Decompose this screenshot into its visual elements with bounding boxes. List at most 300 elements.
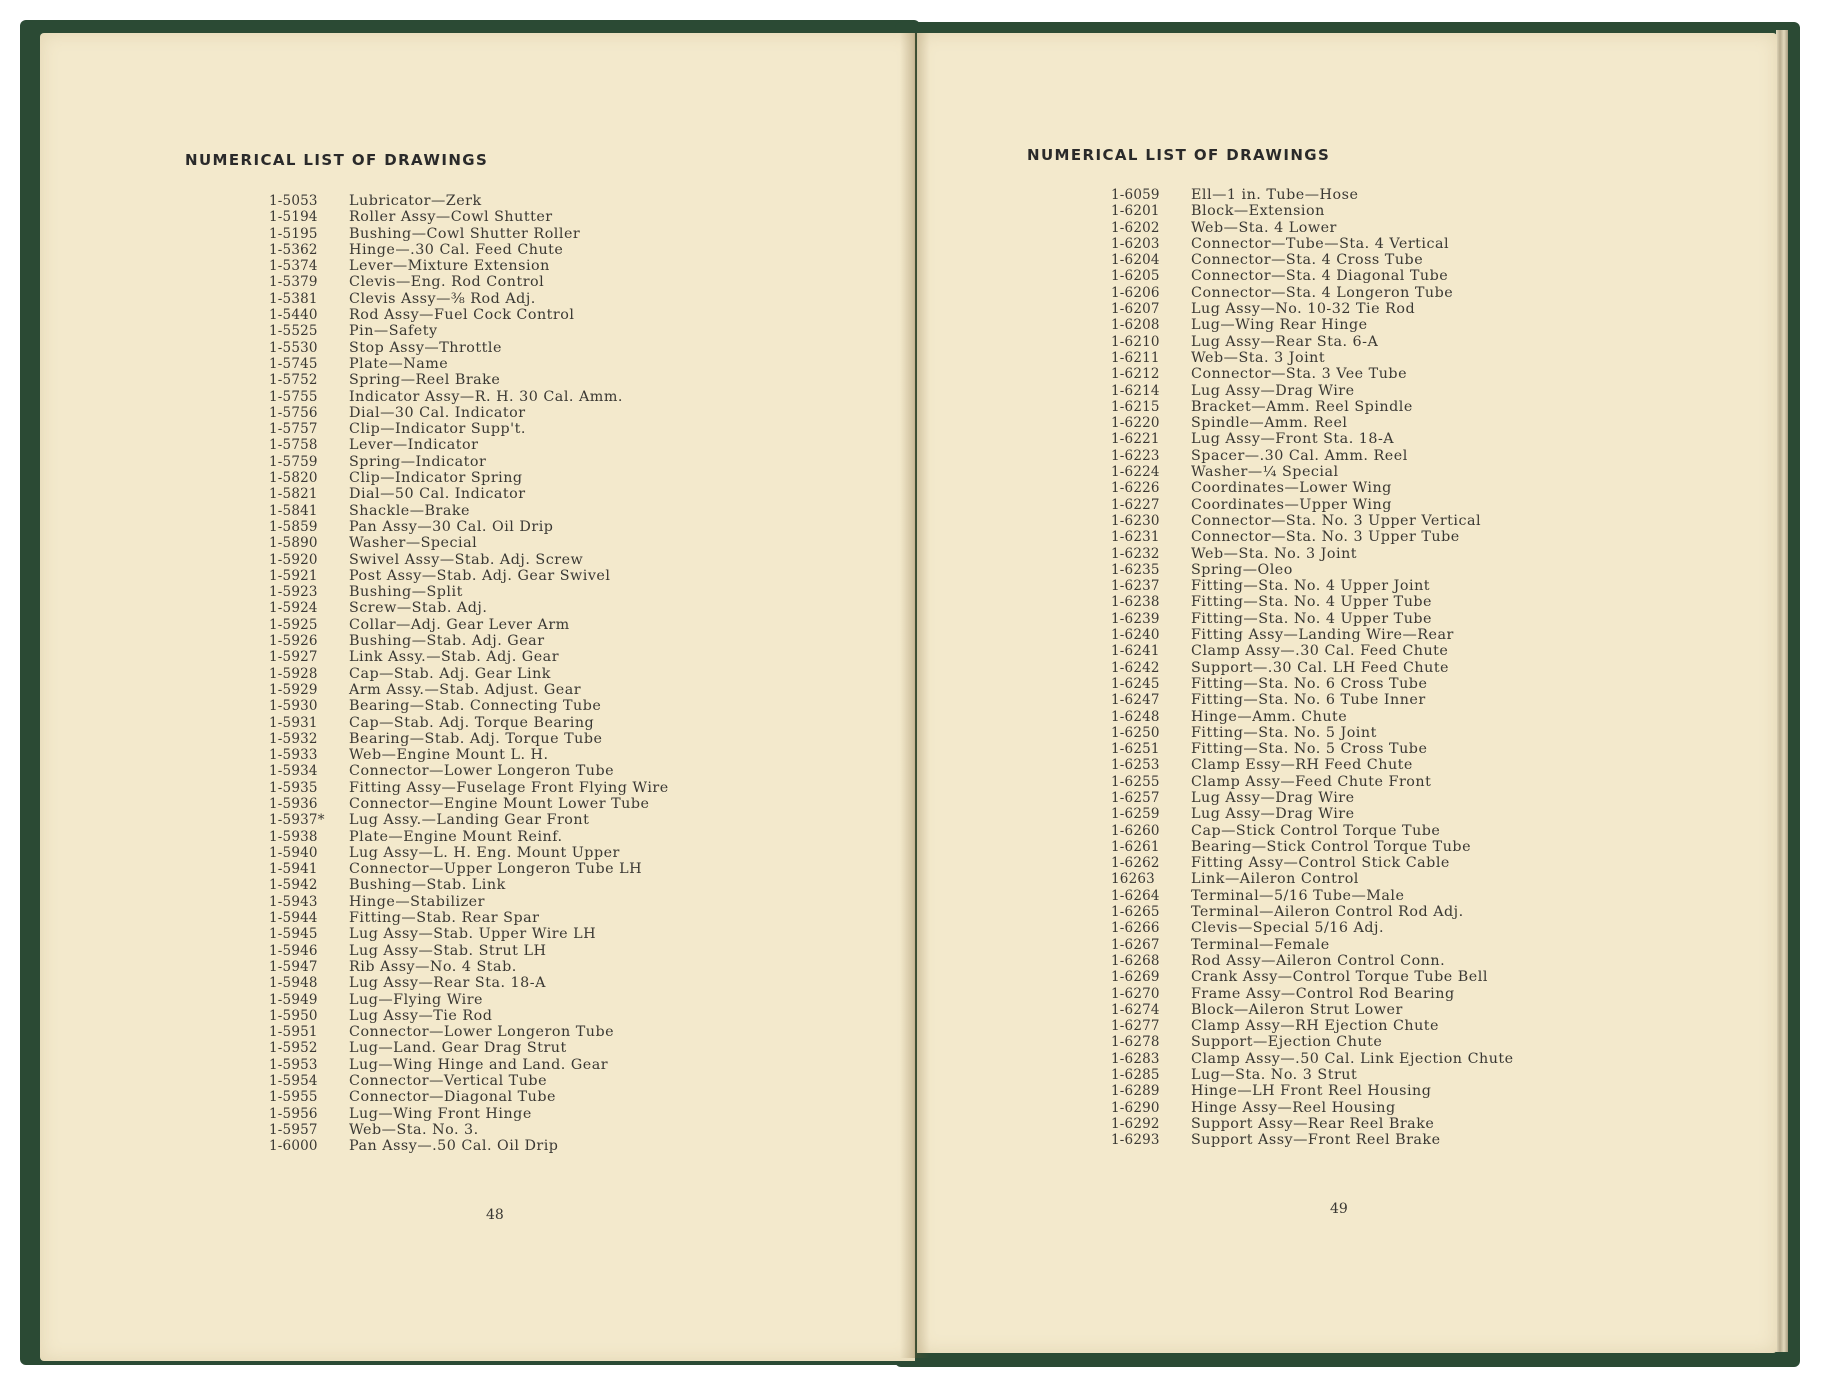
drawing-description: Lug Assy—Stab. Strut LH [349,942,547,959]
drawing-number: 1-5945 [269,926,318,943]
drawing-number: 1-6251 [1111,741,1160,758]
drawing-number: 1-5194 [269,209,318,226]
drawing-number: 1-5752 [269,372,318,389]
drawing-description: Coordinates—Upper Wing [1191,496,1392,513]
drawing-number: 1-5927 [269,649,318,666]
drawing-entry [1111,1083,1514,1099]
drawing-number: 1-5946 [269,942,318,959]
drawing-number: 1-5926 [269,633,318,650]
drawing-description: Clamp Assy—.30 Cal. Feed Chute [1191,643,1449,660]
drawing-entry [1111,252,1514,268]
page-edges-right [1776,30,1788,1352]
right-drawing-list [1111,187,1514,1149]
drawing-description: Shackle—Brake [349,502,471,519]
drawing-description: Screw—Stab. Adj. [349,600,488,617]
drawing-description: Lever—Indicator [349,437,479,454]
drawing-number: 1-5195 [269,225,318,242]
drawing-description: Connector—Engine Mount Lower Tube [349,795,650,812]
drawing-description: Hinge—Amm. Chute [1191,708,1348,725]
drawing-entry [269,633,669,649]
drawing-number: 1-6248 [1111,708,1160,725]
drawing-entry [269,193,669,209]
drawing-description: Clamp Assy—.50 Cal. Link Ejection Chute [1191,1050,1514,1067]
drawing-number: 1-5920 [269,551,318,568]
drawing-description: Spring—Oleo [1191,561,1293,578]
drawing-entry [269,747,669,763]
drawing-entry [1111,594,1514,610]
drawing-entry [1111,546,1514,562]
drawing-entry [269,258,669,274]
drawing-description: Clamp Assy—RH Ejection Chute [1191,1018,1440,1035]
drawing-entry [269,552,669,568]
drawing-description: Lug—Wing Hinge and Land. Gear [349,1056,609,1073]
drawing-number: 1-6210 [1111,333,1160,350]
drawing-description: Connector—Upper Longeron Tube LH [349,861,643,878]
drawing-description: Connector—Diagonal Tube [349,1089,556,1106]
drawing-number: 1-6208 [1111,317,1160,334]
book-gutter [900,33,930,1358]
drawing-number: 1-6240 [1111,627,1160,644]
drawing-number: 1-5859 [269,518,318,535]
drawing-number: 1-6203 [1111,235,1160,252]
drawing-number: 1-6269 [1111,969,1160,986]
drawing-entry [1111,578,1514,594]
drawing-number: 1-5933 [269,747,318,764]
drawing-number: 1-5929 [269,681,318,698]
drawing-entry [269,861,669,877]
drawing-description: Rib Assy—No. 4 Stab. [349,958,517,975]
drawing-number: 1-6289 [1111,1083,1160,1100]
drawing-number: 1-6201 [1111,203,1160,220]
drawing-entry [1111,823,1514,839]
drawing-description: Web—Sta. No. 3. [349,1121,479,1138]
drawing-number: 1-5942 [269,877,318,894]
drawing-number: 1-5745 [269,355,318,372]
drawing-description: Connector—Lower Longeron Tube [349,1024,615,1041]
drawing-number: 1-5440 [269,307,318,324]
drawing-number: 1-6232 [1111,545,1160,562]
drawing-entry [1111,611,1514,627]
drawing-description: Spacer—.30 Cal. Amm. Reel [1191,447,1408,464]
drawing-number: 1-5934 [269,763,318,780]
drawing-number: 1-5938 [269,828,318,845]
drawing-number: 1-6293 [1111,1132,1160,1149]
drawing-description: Hinge Assy—Reel Housing [1191,1099,1396,1116]
drawing-description: Bushing—Stab. Adj. Gear [349,633,545,650]
drawing-number: 1-6215 [1111,398,1160,415]
drawing-entry [1111,220,1514,236]
right-page-heading: NUMERICAL LIST OF DRAWINGS [1027,146,1331,164]
drawing-description: Crank Assy—Control Torque Tube Bell [1191,969,1488,986]
drawing-description: Cap—Stick Control Torque Tube [1191,822,1441,839]
drawing-number: 1-6290 [1111,1099,1160,1116]
drawing-description: Washer—Special [349,535,478,552]
drawing-entry [1111,366,1514,382]
drawing-entry [1111,562,1514,578]
drawing-description: Fitting—Sta. No. 4 Upper Joint [1191,578,1431,595]
drawing-entry [269,894,669,910]
drawing-description: Bearing—Stick Control Torque Tube [1191,838,1472,855]
drawing-description: Fitting Assy—Control Stick Cable [1191,855,1450,872]
drawing-description: Clevis—Special 5/16 Adj. [1191,920,1384,937]
drawing-entry [269,975,669,991]
drawing-number: 1-5755 [269,388,318,405]
drawing-description: Terminal—5/16 Tube—Male [1191,887,1405,904]
drawing-entry [1111,969,1514,985]
drawing-number: 1-6204 [1111,252,1160,269]
drawing-description: Lug—Wing Front Hinge [349,1105,532,1122]
drawing-entry [1111,383,1514,399]
drawing-entry [269,405,669,421]
drawing-number: 1-5950 [269,1007,318,1024]
drawing-entry [269,763,669,779]
drawing-number: 1-5953 [269,1056,318,1073]
drawing-entry [1111,660,1514,676]
drawing-description: Fitting—Sta. No. 5 Cross Tube [1191,741,1428,758]
drawing-description: Dial—50 Cal. Indicator [349,486,526,503]
drawing-description: Cap—Stab. Adj. Gear Link [349,665,551,682]
drawing-entry [269,1122,669,1138]
drawing-number: 1-6265 [1111,904,1160,921]
drawing-entry [269,1138,669,1154]
drawing-number: 1-5955 [269,1089,318,1106]
drawing-number: 1-6000 [269,1138,318,1155]
right-page-number: 49 [1330,1201,1348,1217]
drawing-number: 1-6270 [1111,985,1160,1002]
drawing-number: 1-6245 [1111,675,1160,692]
drawing-description: Collar—Adj. Gear Lever Arm [349,616,570,633]
drawing-description: Lug Assy—No. 10-32 Tie Rod [1191,301,1416,318]
drawing-number: 1-6285 [1111,1067,1160,1084]
drawing-description: Plate—Engine Mount Reinf. [349,828,563,845]
drawing-number: 1-5923 [269,584,318,601]
drawing-number: 1-6211 [1111,349,1160,366]
drawing-entry [269,437,669,453]
drawing-entry [269,1040,669,1056]
drawing-description: Swivel Assy—Stab. Adj. Screw [349,551,584,568]
drawing-entry [1111,741,1514,757]
drawing-entry [269,715,669,731]
drawing-number: 1-6268 [1111,952,1160,969]
drawing-number: 1-6227 [1111,496,1160,513]
drawing-number: 1-5943 [269,893,318,910]
drawing-description: Roller Assy—Cowl Shutter [349,209,553,226]
drawing-description: Fitting—Sta. No. 5 Joint [1191,724,1377,741]
drawing-description: Fitting—Sta. No. 6 Tube Inner [1191,692,1426,709]
drawing-entry [1111,480,1514,496]
drawing-number: 1-5758 [269,437,318,454]
drawing-entry [269,682,669,698]
drawing-entry [269,731,669,747]
drawing-description: Clevis—Eng. Rod Control [349,274,545,291]
drawing-description: Coordinates—Lower Wing [1191,480,1392,497]
drawing-entry [269,943,669,959]
left-page-number: 48 [486,1207,504,1223]
drawing-number: 1-6250 [1111,724,1160,741]
drawing-number: 1-6267 [1111,936,1160,953]
drawing-number: 1-6277 [1111,1018,1160,1035]
drawing-description: Clamp Essy—RH Feed Chute [1191,757,1413,774]
drawing-description: Pin—Safety [349,323,438,340]
drawing-entry [1111,774,1514,790]
drawing-number: 16263 [1111,871,1155,888]
drawing-number: 1-6247 [1111,692,1160,709]
drawing-entry [269,470,669,486]
drawing-entry [1111,725,1514,741]
drawing-entry [1111,806,1514,822]
drawing-number: 1-6226 [1111,480,1160,497]
drawing-description: Connector—Sta. 4 Diagonal Tube [1191,268,1449,285]
drawing-entry [269,291,669,307]
drawing-number: 1-5053 [269,193,318,209]
drawing-entry [1111,464,1514,480]
drawing-entry [269,910,669,926]
drawing-number: 1-5374 [269,258,318,275]
drawing-number: 1-6214 [1111,382,1160,399]
drawing-entry [269,454,669,470]
drawing-entry [269,1024,669,1040]
drawing-number: 1-5947 [269,958,318,975]
drawing-number: 1-5381 [269,290,318,307]
drawing-entry [1111,855,1514,871]
drawing-entry [269,340,669,356]
drawing-number: 1-6238 [1111,594,1160,611]
drawing-description: Fitting Assy—Fuselage Front Flying Wire [349,779,669,796]
drawing-entry [269,389,669,405]
drawing-description: Rod Assy—Fuel Cock Control [349,307,575,324]
drawing-number: 1-6283 [1111,1050,1160,1067]
drawing-number: 1-6261 [1111,838,1160,855]
drawing-entry [269,519,669,535]
drawing-entry [1111,317,1514,333]
drawing-number: 1-5820 [269,470,318,487]
drawing-number: 1-5952 [269,1040,318,1057]
drawing-description: Terminal—Female [1191,936,1330,953]
drawing-description: Connector—Sta. No. 3 Upper Tube [1191,529,1460,546]
drawing-number: 1-5951 [269,1024,318,1041]
drawing-description: Clevis Assy—⅜ Rod Adj. [349,290,536,307]
drawing-entry [269,780,669,796]
drawing-description: Bearing—Stab. Adj. Torque Tube [349,730,603,747]
drawing-entry [269,421,669,437]
drawing-description: Lug Assy—Drag Wire [1191,806,1355,823]
drawing-description: Lug Assy.—Landing Gear Front [349,812,590,829]
drawing-number: 1-6255 [1111,773,1160,790]
drawing-description: Spring—Reel Brake [349,372,501,389]
drawing-number: 1-5530 [269,339,318,356]
drawing-entry [1111,709,1514,725]
drawing-description: Connector—Sta. No. 3 Upper Vertical [1191,512,1482,529]
drawing-number: 1-5759 [269,453,318,470]
drawing-entry [1111,937,1514,953]
drawing-number: 1-6221 [1111,431,1160,448]
drawing-number: 1-6223 [1111,447,1160,464]
drawing-description: Plate—Name [349,355,449,372]
drawing-number: 1-6292 [1111,1115,1160,1132]
drawing-description: Link Assy.—Stab. Adj. Gear [349,649,560,666]
drawing-entry [1111,1100,1514,1116]
drawing-description: Lever—Mixture Extension [349,258,550,275]
drawing-number: 1-6242 [1111,659,1160,676]
drawing-entry [269,274,669,290]
drawing-number: 1-6220 [1111,415,1160,432]
drawing-entry [1111,497,1514,513]
drawing-description: Lug—Flying Wire [349,991,484,1008]
drawing-number: 1-5921 [269,567,318,584]
drawing-description: Hinge—LH Front Reel Housing [1191,1083,1432,1100]
drawing-description: Fitting Assy—Landing Wire—Rear [1191,627,1454,644]
drawing-entry [269,666,669,682]
drawing-entry [1111,790,1514,806]
drawing-entry [1111,285,1514,301]
drawing-entry [1111,513,1514,529]
drawing-entry [269,1073,669,1089]
drawing-number: 1-6205 [1111,268,1160,285]
drawing-description: Support Assy—Rear Reel Brake [1191,1115,1435,1132]
left-page-heading: NUMERICAL LIST OF DRAWINGS [185,151,489,169]
drawing-entry [1111,904,1514,920]
drawing-description: Fitting—Sta. No. 6 Cross Tube [1191,675,1428,692]
drawing-entry [1111,627,1514,643]
drawing-description: Fitting—Stab. Rear Spar [349,910,540,927]
drawing-description: Connector—Tube—Sta. 4 Vertical [1191,235,1450,252]
drawing-description: Fitting—Sta. No. 4 Upper Tube [1191,594,1433,611]
drawing-number: 1-6260 [1111,822,1160,839]
drawing-description: Spindle—Amm. Reel [1191,415,1348,432]
drawing-description: Block—Aileron Strut Lower [1191,1001,1403,1018]
drawing-entry [269,242,669,258]
drawing-description: Connector—Sta. 3 Vee Tube [1191,366,1408,383]
drawing-number: 1-5944 [269,910,318,927]
drawing-description: Rod Assy—Aileron Control Conn. [1191,952,1446,969]
drawing-entry [269,568,669,584]
drawing-entry [269,845,669,861]
drawing-description: Web—Sta. 4 Lower [1191,219,1337,236]
drawing-number: 1-6257 [1111,789,1160,806]
drawing-number: 1-5949 [269,991,318,1008]
drawing-description: Lug Assy—Rear Sta. 6-A [1191,333,1379,350]
drawing-description: Connector—Vertical Tube [349,1073,548,1090]
drawing-number: 1-5362 [269,241,318,258]
drawing-description: Hinge—Stabilizer [349,893,485,910]
drawing-description: Stop Assy—Throttle [349,339,502,356]
drawing-entry [1111,757,1514,773]
drawing-number: 1-6239 [1111,610,1160,627]
drawing-description: Support Assy—Front Reel Brake [1191,1132,1441,1149]
drawing-description: Pan Assy—30 Cal. Oil Drip [349,518,554,535]
drawing-number: 1-5936 [269,795,318,812]
drawing-number: 1-5841 [269,502,318,519]
drawing-description: Terminal—Aileron Control Rod Adj. [1191,904,1464,921]
drawing-number: 1-5924 [269,600,318,617]
drawing-description: Indicator Assy—R. H. 30 Cal. Amm. [349,388,623,405]
drawing-description: Lug—Sta. No. 3 Strut [1191,1067,1358,1084]
drawing-number: 1-5925 [269,616,318,633]
drawing-description: Ell—1 in. Tube—Hose [1191,187,1359,203]
drawing-description: Connector—Sta. 4 Cross Tube [1191,252,1424,269]
drawing-description: Lug Assy—L. H. Eng. Mount Upper [349,844,620,861]
drawing-description: Frame Assy—Control Rod Bearing [1191,985,1455,1002]
drawing-entry [1111,448,1514,464]
drawing-entry [1111,236,1514,252]
drawing-entry [1111,888,1514,904]
drawing-number: 1-6231 [1111,529,1160,546]
drawing-entry [1111,1116,1514,1132]
drawing-description: Lug Assy—Rear Sta. 18-A [349,975,546,992]
drawing-entry [1111,839,1514,855]
drawing-number: 1-6262 [1111,855,1160,872]
drawing-description: Link—Aileron Control [1191,871,1359,888]
drawing-entry [1111,187,1514,203]
drawing-description: Lug Assy—Drag Wire [1191,789,1355,806]
drawing-number: 1-5931 [269,714,318,731]
drawing-number: 1-5928 [269,665,318,682]
drawing-entry [269,356,669,372]
drawing-entry [1111,203,1514,219]
drawing-number: 1-6274 [1111,1001,1160,1018]
drawing-number: 1-5525 [269,323,318,340]
drawing-description: Dial—30 Cal. Indicator [349,404,526,421]
drawing-number: 1-6202 [1111,219,1160,236]
drawing-number: 1-5756 [269,404,318,421]
drawing-number: 1-5757 [269,421,318,438]
drawing-entry [269,1008,669,1024]
drawing-entry [1111,350,1514,366]
drawing-description: Bearing—Stab. Connecting Tube [349,698,602,715]
drawing-entry [269,649,669,665]
drawing-entry [269,486,669,502]
drawing-entry [1111,529,1514,545]
drawing-entry [269,1057,669,1073]
left-page [40,33,915,1361]
drawing-entry [1111,1051,1514,1067]
drawing-description: Clamp Assy—Feed Chute Front [1191,773,1432,790]
drawing-description: Block—Extension [1191,203,1325,220]
drawing-entry [1111,986,1514,1002]
drawing-entry [1111,1018,1514,1034]
drawing-entry [269,372,669,388]
drawing-number: 1-6235 [1111,561,1160,578]
drawing-entry [269,829,669,845]
drawing-description: Bushing—Stab. Link [349,877,506,894]
drawing-number: 1-5957 [269,1121,318,1138]
drawing-description: Clip—Indicator Supp't. [349,421,526,438]
drawing-entry [1111,871,1514,887]
drawing-number: 1-6207 [1111,301,1160,318]
drawing-entry [269,584,669,600]
drawing-description: Bushing—Split [349,584,463,601]
drawing-entry [269,503,669,519]
drawing-entry [269,1106,669,1122]
drawing-entry [1111,334,1514,350]
drawing-description: Web—Sta. 3 Joint [1191,349,1326,366]
drawing-description: Arm Assy.—Stab. Adjust. Gear [349,681,582,698]
drawing-entry [1111,676,1514,692]
drawing-number: 1-6230 [1111,512,1160,529]
drawing-description: Web—Engine Mount L. H. [349,747,549,764]
drawing-entry [1111,1002,1514,1018]
drawing-description: Lug—Wing Rear Hinge [1191,317,1368,334]
drawing-entry [1111,643,1514,659]
drawing-number: 1-5940 [269,844,318,861]
drawing-description: Lug Assy—Stab. Upper Wire LH [349,926,597,943]
drawing-entry [269,600,669,616]
drawing-entry [269,992,669,1008]
drawing-number: 1-5932 [269,730,318,747]
drawing-entry [269,877,669,893]
drawing-description: Lug Assy—Front Sta. 18-A [1191,431,1395,448]
left-drawing-list [269,193,669,1155]
